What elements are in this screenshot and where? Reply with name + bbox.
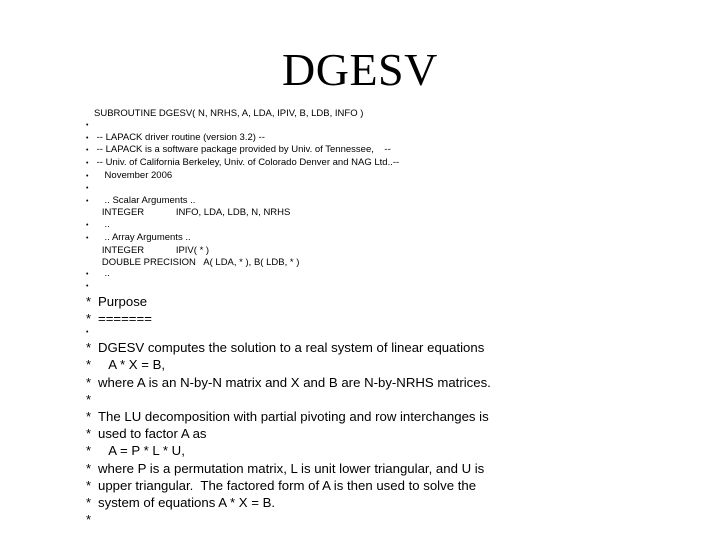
text-line [86, 232, 706, 245]
line-text: where P is a permutation matrix, L is unit lower triangular, and U is [98, 460, 485, 476]
text-line [86, 245, 706, 257]
line-bullet: • [86, 160, 89, 168]
line-bullet: • [86, 121, 89, 129]
line-bullet: * [86, 477, 92, 493]
text-line [86, 108, 706, 120]
line-bullet: • [86, 184, 89, 192]
line-bullet: * [86, 340, 92, 356]
line-text: -- LAPACK driver routine (version 3.2) -- [94, 131, 265, 143]
line-bullet: * [86, 512, 92, 528]
text-line [86, 511, 706, 528]
line-bullet: * [86, 357, 92, 373]
line-text: -- LAPACK is a software package provided by Univ. of Tennessee, -- [94, 144, 391, 156]
line-text: .. Scalar Arguments .. [94, 194, 196, 206]
line-bullet: * [86, 374, 92, 390]
line-bullet: * [86, 460, 92, 476]
text-line [86, 120, 706, 132]
text-line [86, 374, 706, 391]
text-line [86, 219, 706, 232]
line-text: Purpose [98, 293, 148, 309]
line-bullet: * [86, 426, 92, 442]
line-text: November 2006 [94, 169, 173, 181]
text-line [86, 408, 706, 425]
line-bullet: • [86, 329, 89, 337]
text-line [86, 144, 706, 157]
text-line [86, 170, 706, 183]
text-line [86, 310, 706, 327]
text-line [86, 442, 706, 459]
line-bullet: • [86, 271, 89, 279]
line-bullet: * [86, 443, 92, 459]
line-bullet: • [86, 134, 89, 142]
text-line [86, 157, 706, 170]
line-text: SUBROUTINE DGESV( N, NRHS, A, LDA, IPIV, B, LDB, INFO ) [94, 108, 364, 119]
text-line [86, 327, 706, 339]
line-bullet: • [86, 172, 89, 180]
text-line [86, 425, 706, 442]
text-line [86, 293, 706, 310]
line-text: ======= [98, 311, 152, 327]
text-line [86, 183, 706, 195]
text-line [86, 477, 706, 494]
text-line [86, 281, 706, 293]
line-bullet: • [86, 147, 89, 155]
line-bullet: * [86, 293, 92, 309]
line-bullet: * [86, 494, 92, 510]
text-line [86, 494, 706, 511]
line-text: INTEGER INFO, LDA, LDB, N, NRHS [94, 207, 291, 219]
line-text: DGESV computes the solution to a real system of linear equations [98, 340, 485, 356]
text-line [86, 257, 706, 269]
line-bullet: * [86, 311, 92, 327]
line-text: DOUBLE PRECISION A( LDA, * ), B( LDB, * ) [94, 256, 300, 268]
line-bullet: * [86, 408, 92, 424]
text-line [86, 339, 706, 356]
line-text: -- Univ. of California Berkeley, Univ. of Colorado Denver and NAG Ltd..-- [94, 157, 400, 169]
line-bullet: • [86, 222, 89, 230]
line-bullet: • [86, 197, 89, 205]
text-line [86, 207, 706, 219]
slide-body [86, 108, 706, 528]
text-line [86, 195, 706, 208]
line-bullet: • [86, 283, 89, 291]
line-text: The LU decomposition with partial pivoting and row interchanges is [98, 408, 489, 424]
line-text: .. [94, 268, 110, 280]
line-bullet: • [86, 234, 89, 242]
line-text: A = P * L * U, [98, 443, 185, 459]
line-text: INTEGER IPIV( * ) [94, 244, 210, 256]
slide-title: DGESV [282, 44, 438, 95]
line-text: system of equations A * X = B. [98, 494, 276, 510]
text-line [86, 391, 706, 408]
text-line [86, 460, 706, 477]
line-text: upper triangular. The factored form of A is then used to solve the [98, 477, 477, 493]
line-text: A * X = B, [98, 357, 166, 373]
line-text: used to factor A as [98, 426, 207, 442]
line-text: where A is an N-by-N matrix and X and B are N-by-NRHS matrices. [98, 374, 491, 390]
line-text: .. Array Arguments .. [94, 231, 191, 243]
text-line [86, 356, 706, 373]
text-line [86, 268, 706, 281]
text-line [86, 132, 706, 145]
line-bullet: * [86, 391, 92, 407]
line-text: .. [94, 219, 110, 231]
